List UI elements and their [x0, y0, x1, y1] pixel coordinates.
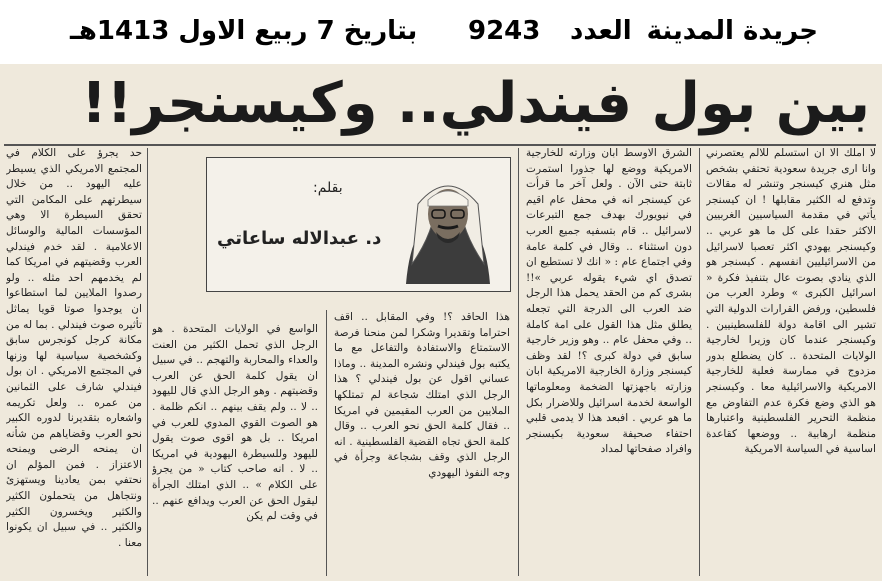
- archive-header: [0, 0, 882, 64]
- column-divider: [518, 148, 519, 576]
- issue-date: بتاريخ 7 ربيع الاول 1413هـ: [70, 16, 418, 46]
- article-column-1: لا املك الا ان استسلم للالم يعتصرني وانا ارى جريدة سعودية تحتفي بشخص مثل هنري كيسنجر وتنشر له مقالات وتدفع له الكثير مقابلها ! ان كيسنجر يأتي في مقدمة السياسيين الغربيين الاكثر حقدا على كل ما هو عربي .. وكيسنجر يهودي اكثر تعصبا لاسرائيل من الاسرائيليين انفسهم . كيسنجر هو الذي ينادي بصوت عال بتنفيذ فكرة « اسرائيل الكبرى » وطرد العرب من فلسطين، ورفض القرارات الدولية التي تشير الى اقامة دولة للفلسطينيين . وكيسنجر عندما كان وزيرا لخارجية الولايات المتحدة .. كان يضطلع بدور مزدوج في ممارسة فعلية للخارجية الامريكية والاسرائيلية معا . وكيسنجر هو الذي وضع فكرة عدم التفاوض مع منظمة التحرير الفلسطينية واعتبارها منظمة ارهابية .. ووضعها كقاعدة اساسية في السياسة الامريكية: [706, 147, 876, 456]
- article-column-2: الشرق الاوسط ابان وزارته للخارجية الامريكية ووضع لها جذورا استمرت ثابتة حتى الآن . ولعل آخر ما قرأت عن كيسنجر انه في محفل عام اقيم في نيويورك بهدف جمع التبرعات لاسرائيل .. قام بتسفيه جميع العرب دون استثناء .. وقال في كلمة عامة وفي اجتماع عام : « انك لا تستطيع ان تصدق اي شيء يقوله عربي »!! بشرى كم من الحقد يحمل هذا الرجل ضد العرب الى الدرجة التي تجعله يطلق مثل هذا القول على امة كاملة .. وفي محفل عام .. وهو وزير خارجية سابق في دولة كبرى ؟! لقد وظف كيسنجر وزارة الخارجية الامريكية ابان وزارته باجهزتها الضخمة ومعلوماتها الواسعة لخدمة اسرائيل وللاضرار بكل ما هو عربي . افبعد هذا لا يدمى قلبي احتفاء صحيفة سعودية بكيسنجر وافراد صفحاتها لمداد: [526, 147, 692, 456]
- author-name: د. عبدالاله ساعاتي: [217, 228, 382, 249]
- issue-number: 9243: [468, 16, 541, 46]
- byline-label: بقلم:: [313, 180, 343, 196]
- column-divider: [699, 148, 700, 576]
- newspaper-clipping: [0, 64, 882, 581]
- newspaper-name: جريدة المدينة: [646, 16, 818, 46]
- article-headline: بين بول فيندلي.. وكيسنجر!!: [81, 71, 870, 136]
- issue-label: العدد: [570, 16, 632, 46]
- article-column-3: هذا الحاقد ؟! وفي المقابل .. اقف احتراما وتقديرا وشكرا لمن منحنا فرصة الاستمتاع والاستفادة والتفاعل مع ما يكتبه بول فيندلي ونشره المدينة .. وماذا عساني اقول عن بول فيندلي ؟ هذا الرجل الذي امتلك شجاعة لم تمتلكها الملايين من العرب المقيمين في امريكا .. فقال كلمة الحق نحو العرب .. وقال كلمة الحق تجاه القضية الفلسطينية . انه الرجل الذي وقف بشجاعة وجرأة في وجه النفوذ اليهودي: [334, 311, 510, 479]
- column-divider: [147, 148, 148, 576]
- article-column-4: الواسع في الولايات المتحدة . هو الرجل الذي تحمل الكثير من العنت والعداء والمحاربة والتهجم .. في سبيل ان يقول كلمة الحق عن العرب وقضيتهم . وهو الرجل الذي قال لليهود .. لا .. ولم يقف بينهم .. انكم ظلمة . هو الصوت القوي المدوي للعرب في امريكا .. بل هو اقوى صوت يقول لليهود وللسيطرة اليهودية في امريكا .. لا . انه صاحب كتاب « من يجرؤ على الكلام » .. الذي امتلك الجرأة ليقول الحق عن العرب ويدافع عنهم .. في وقت لم يكن: [152, 323, 318, 523]
- article-column-5: حد يجرؤ على الكلام في المجتمع الامريكي الذي يسيطر عليه اليهود .. من خلال سيطرتهم على المكامن التي تحقق السيطرة الا وهي المؤسسات المالية والوسائل الاعلامية . لقد خدم فيندلي العرب وقضيتهم في امريكا كما لم يخدمهم احد مثله .. ولو رصدوا الملايين لما استطاعوا ان يوجدوا صوتا قويا يماثل تأثيره صوت فيندلي . بما له من مكانة كرجل كونجرس سابق وكشخصية سياسية لها وزنها في المجتمع الامريكي . ان بول فيندلي شارف على الثمانين من عمره .. ولعل تكريمه واشعاره بتقديرنا لدوره الكبير نحو العرب وقضاياهم من شأنه ان يمنحه الرضى ويمنحه الاعتزاز . فمن المؤلم ان نحتفي بمن يعادينا ويستهزئ ونتجاهل من يتحملون الكثير والكثير ويخسرون الكثير والكثير .. في سبيل ان يكونوا معنا .: [6, 147, 142, 549]
- author-portrait: [398, 164, 498, 284]
- column-divider: [326, 310, 327, 576]
